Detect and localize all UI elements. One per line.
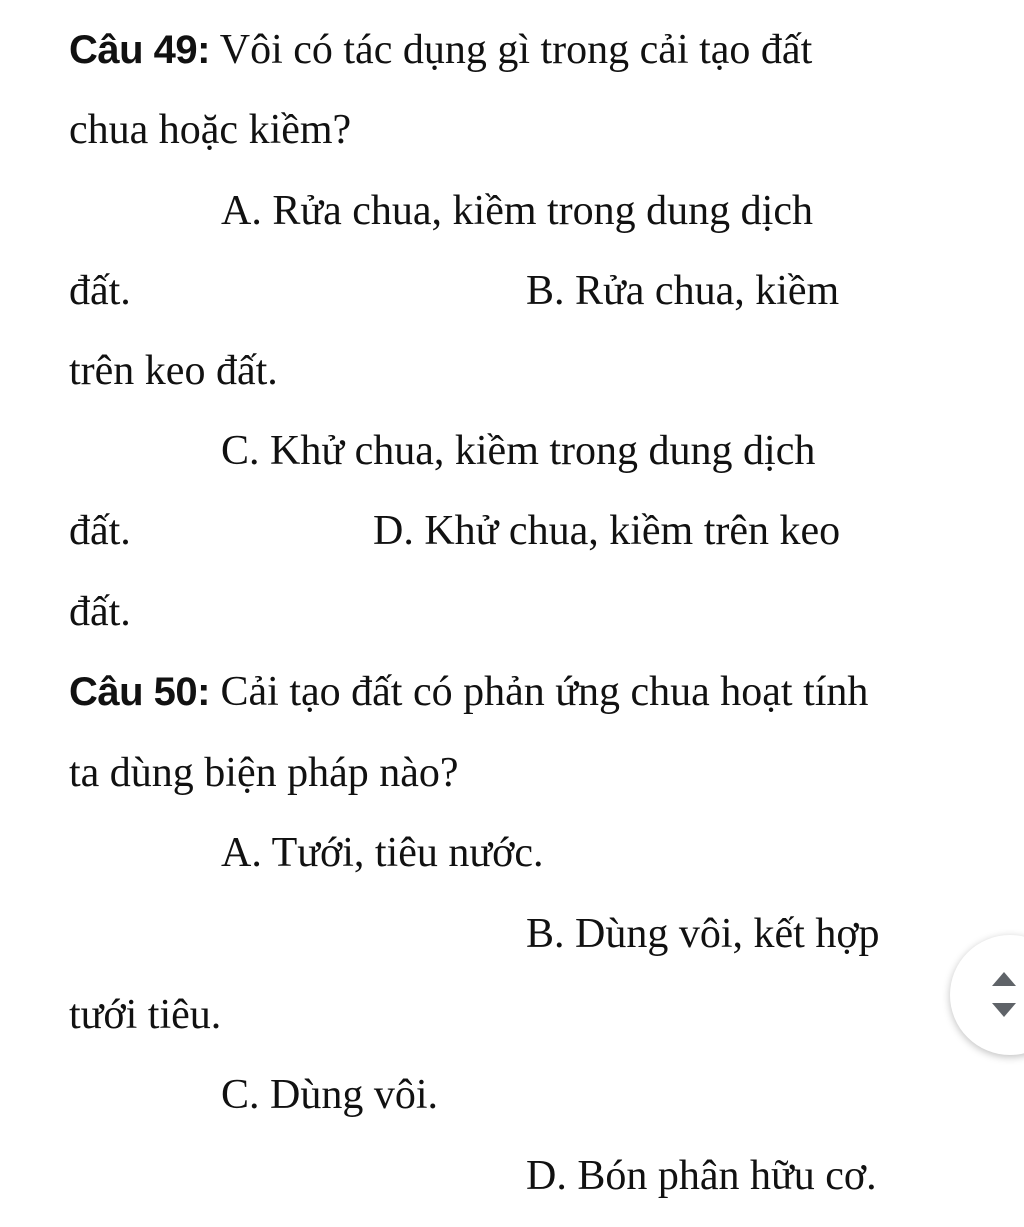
question-50-line1 — [69, 667, 868, 717]
scroll-up-arrow-icon[interactable] — [992, 972, 1016, 986]
q49-option-a-cont: đất. — [69, 268, 131, 314]
question-49-text: Vôi có tác dụng gì trong cải tạo đất — [210, 27, 813, 73]
question-49-label: Câu 49: — [69, 28, 210, 72]
q49-option-d-cont: đất. — [69, 589, 131, 635]
scroll-down-arrow-icon[interactable] — [992, 1003, 1016, 1017]
q50-option-b: B. Dùng vôi, kết hợp — [526, 911, 880, 957]
q49-option-b: B. Rửa chua, kiềm — [526, 268, 840, 314]
q50-option-b-cont: tưới tiêu. — [69, 992, 222, 1038]
q49-option-b-cont: trên keo đất. — [69, 348, 278, 394]
q50-option-d: D. Bón phân hữu cơ. — [526, 1153, 877, 1199]
q49-option-c: C. Khử chua, kiềm trong dung dịch — [221, 428, 816, 474]
question-50-text: Cải tạo đất có phản ứng chua hoạt tính — [210, 669, 869, 715]
question-50-line2: ta dùng biện pháp nào? — [69, 750, 459, 796]
scroll-control-button[interactable] — [950, 935, 1024, 1055]
q50-option-c: C. Dùng vôi. — [221, 1072, 439, 1118]
question-49-line1 — [69, 25, 812, 75]
q50-option-a: A. Tưới, tiêu nước. — [221, 830, 544, 876]
q49-option-a: A. Rửa chua, kiềm trong dung dịch — [221, 188, 813, 234]
q49-option-c-cont: đất. — [69, 508, 131, 554]
question-50-label: Câu 50: — [69, 670, 210, 714]
q49-option-d: D. Khử chua, kiềm trên keo — [373, 508, 841, 554]
question-49-line2: chua hoặc kiềm? — [69, 107, 352, 153]
